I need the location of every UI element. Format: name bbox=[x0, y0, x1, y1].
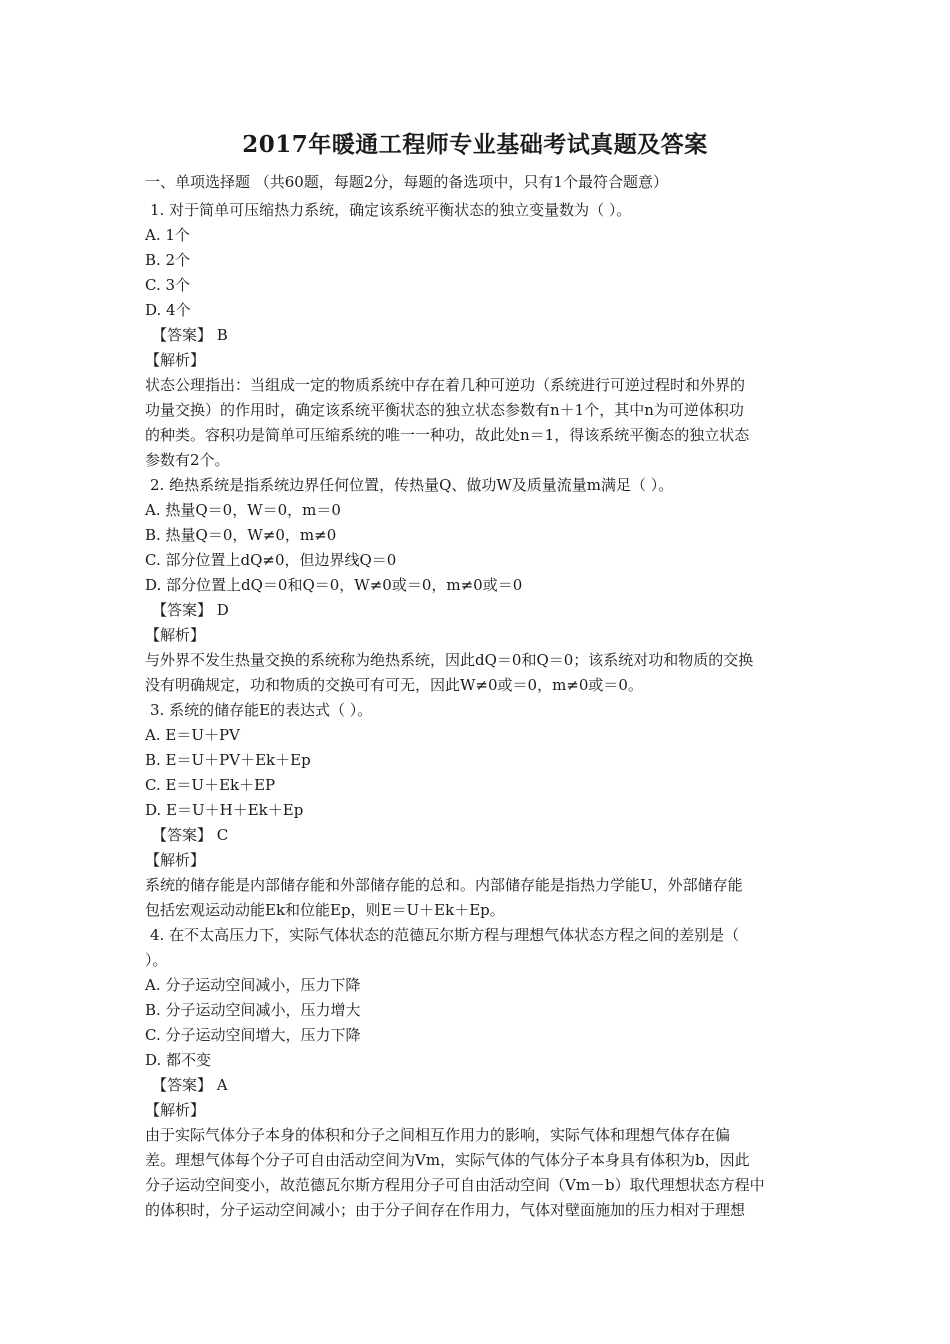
question-1-analysis-line: 功量交换）的作用时，确定该系统平衡状态的独立状态参数有n＋1个，其中n为可逆体积功 bbox=[145, 401, 744, 419]
page-title: 2017年暖通工程师专业基础考试真题及答案 bbox=[242, 131, 708, 158]
question-4-answer: 【答案】 A bbox=[152, 1076, 228, 1094]
question-4-analysis-line: 差。理想气体每个分子可自由活动空间为Vm，实际气体的气体分子本身具有体积为b，因此 bbox=[145, 1151, 750, 1169]
question-1-answer: 【答案】 B bbox=[152, 326, 228, 344]
question-1-option-c: C. 3个 bbox=[145, 276, 191, 294]
question-3-option-d: D. E＝U＋H＋Ek＋Ep bbox=[145, 801, 304, 819]
question-2-analysis-label: 【解析】 bbox=[145, 626, 206, 644]
question-1-option-b: B. 2个 bbox=[145, 251, 191, 269]
question-2-answer: 【答案】 D bbox=[152, 601, 229, 619]
question-2-option-a: A. 热量Q＝0，W＝0，m＝0 bbox=[145, 501, 341, 519]
question-1-option-d: D. 4个 bbox=[145, 301, 191, 319]
question-3-stem: 3. 系统的储存能E的表达式（ ）。 bbox=[150, 701, 373, 719]
question-1-analysis-line: 状态公理指出：当组成一定的物质系统中存在着几种可逆功（系统进行可逆过程时和外界的 bbox=[145, 376, 746, 394]
question-4-analysis-label: 【解析】 bbox=[145, 1101, 206, 1119]
question-4-analysis-line: 分子运动空间变小，故范德瓦尔斯方程用分子可自由活动空间（Vm－b）取代理想状态方程中 bbox=[145, 1176, 765, 1194]
question-1-analysis-line: 参数有2个。 bbox=[145, 451, 230, 469]
question-3-analysis-label: 【解析】 bbox=[145, 851, 206, 869]
question-1-option-a: A. 1个 bbox=[145, 226, 190, 244]
question-3-answer: 【答案】 C bbox=[152, 826, 229, 844]
question-2-analysis-line: 没有明确规定，功和物质的交换可有可无，因此W≠0或＝0，m≠0或＝0。 bbox=[145, 676, 643, 694]
question-2-option-c: C. 部分位置上dQ≠0，但边界线Q＝0 bbox=[145, 551, 397, 569]
question-4-analysis-line: 由于实际气体分子本身的体积和分子之间相互作用力的影响，实际气体和理想气体存在偏 bbox=[145, 1126, 731, 1144]
question-1-stem: 1. 对于简单可压缩热力系统，确定该系统平衡状态的独立变量数为（ ）。 bbox=[150, 201, 632, 219]
question-3-analysis-line: 包括宏观运动动能Ek和位能Ep，则E＝U＋Ek＋Ep。 bbox=[145, 901, 505, 919]
question-2-stem: 2. 绝热系统是指系统边界任何位置，传热量Q、做功W及质量流量m满足（ ）。 bbox=[150, 476, 674, 494]
question-3-analysis-line: 系统的储存能是内部储存能和外部储存能的总和。内部储存能是指热力学能U，外部储存能 bbox=[145, 876, 743, 894]
question-2-option-d: D. 部分位置上dQ＝0和Q＝0，W≠0或＝0，m≠0或＝0 bbox=[145, 576, 523, 594]
section-heading: 一、单项选择题 （共60题，每题2分，每题的备选项中，只有1个最符合题意） bbox=[145, 173, 668, 191]
question-3-option-a: A. E＝U＋PV bbox=[145, 726, 240, 744]
question-3-option-b: B. E＝U＋PV＋Ek＋Ep bbox=[145, 751, 311, 769]
question-4-option-b: B. 分子运动空间减小，压力增大 bbox=[145, 1001, 361, 1019]
question-4-option-a: A. 分子运动空间减小，压力下降 bbox=[145, 976, 361, 994]
question-1-analysis-line: 的种类。容积功是简单可压缩系统的唯一一种功，故此处n＝1，得该系统平衡态的独立状态 bbox=[145, 426, 750, 444]
question-2-option-b: B. 热量Q＝0，W≠0，m≠0 bbox=[145, 526, 337, 544]
question-4-analysis-line: 的体积时，分子运动空间减小；由于分子间存在作用力，气体对壁面施加的压力相对于理想 bbox=[145, 1201, 746, 1219]
question-3-option-c: C. E＝U＋Ek＋EP bbox=[145, 776, 276, 794]
question-4-stem: 4. 在不太高压力下，实际气体状态的范德瓦尔斯方程与理想气体状态方程之间的差别是（ bbox=[150, 926, 740, 944]
question-4-option-c: C. 分子运动空间增大，压力下降 bbox=[145, 1026, 361, 1044]
question-2-analysis-line: 与外界不发生热量交换的系统称为绝热系统，因此dQ＝0和Q＝0；该系统对功和物质的交换 bbox=[145, 651, 754, 669]
question-1-analysis-label: 【解析】 bbox=[145, 351, 206, 369]
question-4-option-d: D. 都不变 bbox=[145, 1051, 212, 1069]
question-4-stem-continued: ）。 bbox=[145, 951, 168, 969]
